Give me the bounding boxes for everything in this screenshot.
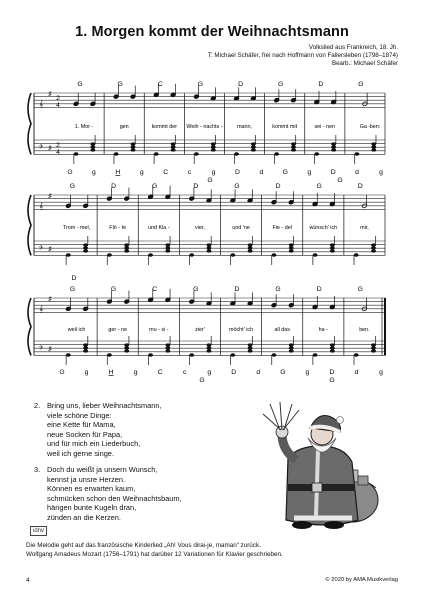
lyric-syllable: ha - <box>318 327 328 333</box>
chord-symbol: G <box>117 81 123 88</box>
verse-line: zünden an die Kerzen. <box>47 512 121 522</box>
verse-number: 2. <box>34 401 41 410</box>
bass-note <box>171 142 176 145</box>
idnv-badge: idnv <box>30 526 47 536</box>
bass-note-name: d <box>259 169 264 176</box>
bass-note <box>211 142 216 145</box>
bass-note <box>330 346 335 349</box>
bass-note <box>251 142 256 145</box>
bass-note <box>189 353 194 357</box>
lyric-syllable: Fie - del <box>272 225 292 231</box>
bass-note-name: G <box>280 369 286 376</box>
bass-note <box>330 249 335 252</box>
bass-note <box>83 246 88 249</box>
bass-note <box>248 249 253 252</box>
verse-line: weil ich gerne singe. <box>47 448 114 458</box>
bass-note-name: g <box>379 169 383 176</box>
bass-note <box>207 349 212 352</box>
lyric-syllable: mu - si - <box>149 327 169 333</box>
lyric-syllable: 1. Mor - <box>74 124 94 130</box>
bass-note-name: g <box>379 369 383 376</box>
bass-note <box>211 145 216 148</box>
bass-note <box>124 349 129 352</box>
bass-note-name: c <box>187 169 192 176</box>
bass-note <box>251 148 256 151</box>
bass-note <box>331 142 336 145</box>
chord-symbol: G <box>69 183 76 190</box>
bass-note <box>207 246 212 249</box>
bass-note-name: G <box>337 177 343 184</box>
bass-note <box>313 353 318 357</box>
footnote-line: Wolfgang Amadeus Mozart (1756–1791) hat darüber 12 Variationen für Klavier geschrieben. <box>26 551 283 558</box>
lyric-syllable: ben. <box>359 327 370 333</box>
verse-line: viele schöne Dinge: <box>47 410 112 420</box>
bass-note <box>165 246 170 249</box>
bass-note-name: D <box>235 169 240 176</box>
chord-symbol: G <box>77 81 83 88</box>
bass-note <box>289 249 294 252</box>
copyright-notice: © 2020 by AMA Musikverlag <box>325 577 398 583</box>
chord-symbol: G <box>193 286 199 293</box>
time-signature: 4 <box>56 102 60 109</box>
bass-note <box>131 145 136 148</box>
verse-line: kennst ja unsre Herzen. <box>47 474 126 484</box>
verse-number: 3. <box>34 465 41 474</box>
bass-note-name: G <box>199 377 205 384</box>
bass-note <box>207 249 212 252</box>
chord-symbol: G <box>152 183 158 190</box>
bass-note <box>74 152 79 156</box>
bass-note <box>124 343 129 346</box>
bass-note <box>248 346 253 349</box>
bass-note-name: d <box>256 369 261 376</box>
bass-note-name: D <box>330 169 336 176</box>
chord-symbol: D <box>238 81 244 88</box>
bass-note-name: g <box>139 169 144 176</box>
chord-symbol: C <box>152 286 158 293</box>
lyric-syllable: weil ich <box>67 327 86 333</box>
bass-note-name: G <box>282 169 288 176</box>
bass-note <box>90 145 95 148</box>
bass-note <box>154 152 159 156</box>
bass-note <box>371 349 376 352</box>
sharp-sign: ♯ <box>48 193 52 200</box>
lyric-syllable: gen <box>119 124 129 130</box>
credit-lyricist: T: Michael Schäfer, frei nach Hoffmann von Fallersleben (1798–1874) <box>207 52 398 59</box>
bass-note <box>124 246 129 249</box>
chord-symbol: D <box>318 81 324 88</box>
song-title: 1. Morgen kommt der Weihnachtsmann <box>75 24 349 40</box>
bass-note <box>251 145 256 148</box>
bass-note <box>291 145 296 148</box>
bass-note <box>371 142 376 145</box>
lyric-syllable: möcht' ich <box>229 327 254 333</box>
lyric-syllable: Trom - mel, <box>62 225 91 231</box>
bass-note <box>289 246 294 249</box>
sharp-sign: ♯ <box>48 91 52 98</box>
bass-note-name: D <box>71 275 77 282</box>
chord-symbol: D <box>234 286 240 293</box>
bass-note <box>148 353 153 357</box>
chord-symbol: D <box>357 183 363 190</box>
chord-symbol: G <box>358 81 364 88</box>
chord-symbol: D <box>316 286 322 293</box>
lyric-syllable: all das <box>274 327 290 333</box>
bass-note <box>107 353 112 357</box>
bass-note <box>371 243 376 246</box>
verse-line: Können es erwarten kaum, <box>47 484 136 494</box>
lyric-syllable: ben: <box>369 124 381 130</box>
bass-note <box>371 346 376 349</box>
bass-note <box>107 253 112 257</box>
bass-note <box>83 349 88 352</box>
time-signature: 2 <box>56 142 60 149</box>
footnote <box>26 541 406 559</box>
verse-line: hängen bunte Kugeln dran, <box>47 503 137 513</box>
bass-note-name: g <box>211 169 216 176</box>
bass-note <box>131 148 136 151</box>
piano-brace <box>28 195 31 255</box>
treble-clef: 𝄞 <box>38 306 44 313</box>
treble-clef: 𝄞 <box>38 203 44 210</box>
bass-note <box>211 148 216 151</box>
bass-note <box>272 253 277 257</box>
sharp-sign: ♯ <box>48 145 52 152</box>
santa-claus-illustration <box>250 400 400 532</box>
bass-note <box>207 343 212 346</box>
bass-note <box>165 346 170 349</box>
bass-note <box>83 346 88 349</box>
bass-note <box>355 152 360 156</box>
bass-note-name: G <box>59 369 65 376</box>
verse-2 <box>34 401 234 459</box>
piano-brace <box>28 93 31 154</box>
bass-note <box>371 148 376 151</box>
bass-note <box>171 145 176 148</box>
chord-symbol: G <box>234 183 240 190</box>
bass-note-name: g <box>307 169 312 176</box>
bass-note <box>230 353 235 357</box>
sharp-sign: ♯ <box>48 246 52 253</box>
bass-note-name: C <box>163 169 169 176</box>
bass-note-name: G <box>67 169 73 176</box>
bass-note <box>330 343 335 346</box>
bass-note <box>148 253 153 257</box>
bass-note <box>234 152 239 156</box>
piano-brace <box>28 298 31 355</box>
bass-clef: 𝄢 <box>38 145 44 152</box>
bass-note-name: C <box>157 369 163 376</box>
bass-note <box>124 249 129 252</box>
verse-line: und für mich ein Liederbuch, <box>47 439 141 449</box>
chord-symbol: D <box>111 183 117 190</box>
bass-note <box>331 145 336 148</box>
lyric-syllable: mann, <box>237 124 253 130</box>
verse-line: neue Socken für Papa, <box>47 429 123 439</box>
bass-note <box>114 152 119 156</box>
bass-note-name: c <box>182 369 187 376</box>
bass-clef: 𝄢 <box>38 346 44 353</box>
bass-note <box>248 246 253 249</box>
bass-note-name: g <box>133 369 138 376</box>
bass-note <box>230 253 235 257</box>
bass-note <box>291 142 296 145</box>
bass-note <box>171 148 176 151</box>
chord-symbol: G <box>110 286 117 293</box>
bass-note <box>371 249 376 252</box>
chord-symbol: D <box>275 183 281 190</box>
bass-note <box>90 148 95 151</box>
verse-3 <box>34 465 244 523</box>
bass-note <box>330 349 335 352</box>
bass-note-name: g <box>207 369 212 376</box>
chord-symbol: G <box>275 286 281 293</box>
bass-note <box>189 253 194 257</box>
lyric-syllable: kommt der <box>151 124 178 130</box>
bass-note <box>165 243 170 246</box>
lyric-syllable: und 'ne <box>232 225 250 231</box>
bass-note <box>274 152 279 156</box>
verse-line: Bring uns, lieber Weihnachtsmann, <box>47 401 162 410</box>
bass-note-name: D <box>329 369 335 376</box>
footnote-line: Die Melodie geht auf das französische Kinderlied „Ah! Vous dirai-je, maman“ zurück. <box>26 542 261 549</box>
bass-note <box>131 142 136 145</box>
bass-note-name: g <box>92 169 96 176</box>
bass-note <box>83 343 88 346</box>
chord-symbol: D <box>193 183 199 190</box>
lyric-syllable: wünsch' ich <box>309 225 338 231</box>
bass-note-name: G <box>329 377 335 384</box>
chord-symbol: C <box>157 81 163 88</box>
bass-note <box>207 243 212 246</box>
bass-note-name: D <box>231 369 237 376</box>
bass-note <box>330 246 335 249</box>
chord-symbol: G <box>69 286 76 293</box>
bass-note <box>289 343 294 346</box>
credit-arranger: Bearb.: Michael Schäfer <box>331 60 398 67</box>
bass-note <box>83 249 88 252</box>
lyric-syllable: und Kla - <box>148 225 170 231</box>
lyric-syllable: kommt mit <box>272 124 298 130</box>
bass-note-name: g <box>84 369 89 376</box>
chord-symbol: G <box>357 286 363 293</box>
sharp-sign: ♯ <box>48 296 52 303</box>
bass-note <box>90 142 95 145</box>
bass-note <box>313 253 318 257</box>
bass-note <box>248 243 253 246</box>
bass-note <box>66 253 71 257</box>
verse-line: Doch du weißt ja unsern Wunsch, <box>47 465 158 474</box>
verse-line: schmücken schon den Weihnachtsbaum, <box>47 493 182 503</box>
lyric-syllable: Weih - nachts - <box>186 124 223 130</box>
time-signature: 2 <box>56 95 60 102</box>
lyric-syllable: vier, <box>194 225 205 231</box>
bass-note <box>289 243 294 246</box>
time-signature: 4 <box>56 149 60 156</box>
bass-note <box>289 346 294 349</box>
bass-note <box>371 145 376 148</box>
bass-note <box>331 148 336 151</box>
chord-symbol: G <box>197 81 204 88</box>
verse-line: eine Kette für Mama, <box>47 420 116 430</box>
bass-clef: 𝄢 <box>38 246 44 253</box>
bass-note-name: G <box>207 177 213 184</box>
bass-note <box>371 246 376 249</box>
lyric-syllable: zier' <box>195 327 205 333</box>
bass-note-name: H <box>108 369 114 376</box>
chord-symbol: G <box>278 81 284 88</box>
bass-note <box>66 353 71 357</box>
bass-note <box>207 346 212 349</box>
bass-note <box>248 343 253 346</box>
bass-note-name: d <box>354 369 359 376</box>
bass-note <box>194 152 199 156</box>
chord-symbol: G <box>316 183 322 190</box>
bass-note <box>165 249 170 252</box>
lyric-syllable: Ga - <box>359 124 371 130</box>
lyric-syllable: sei - nen <box>314 124 336 130</box>
bass-note <box>354 253 359 257</box>
credit-origin: Volkslied aus Frankreich, 18. Jh. <box>308 44 398 51</box>
bass-note-name: d <box>355 169 359 176</box>
sharp-sign: ♯ <box>48 346 52 353</box>
treble-clef: 𝄞 <box>38 101 44 108</box>
lyric-syllable: mir, <box>360 225 369 231</box>
bass-note <box>289 349 294 352</box>
bass-note <box>330 243 335 246</box>
bass-note <box>291 148 296 151</box>
bass-note <box>83 243 88 246</box>
page-number: 4 <box>26 577 30 584</box>
bass-note <box>124 346 129 349</box>
bass-note <box>371 343 376 346</box>
bass-note <box>272 353 277 357</box>
bass-note <box>124 243 129 246</box>
bass-note-name: H <box>115 169 121 176</box>
bass-note <box>165 349 170 352</box>
bass-note <box>314 152 319 156</box>
lyric-syllable: Flö - te <box>109 225 127 231</box>
bass-note-name: g <box>305 369 310 376</box>
bass-note <box>354 353 359 357</box>
bass-note <box>248 349 253 352</box>
lyric-syllable: ger - ne <box>108 327 127 333</box>
bass-note <box>165 343 170 346</box>
